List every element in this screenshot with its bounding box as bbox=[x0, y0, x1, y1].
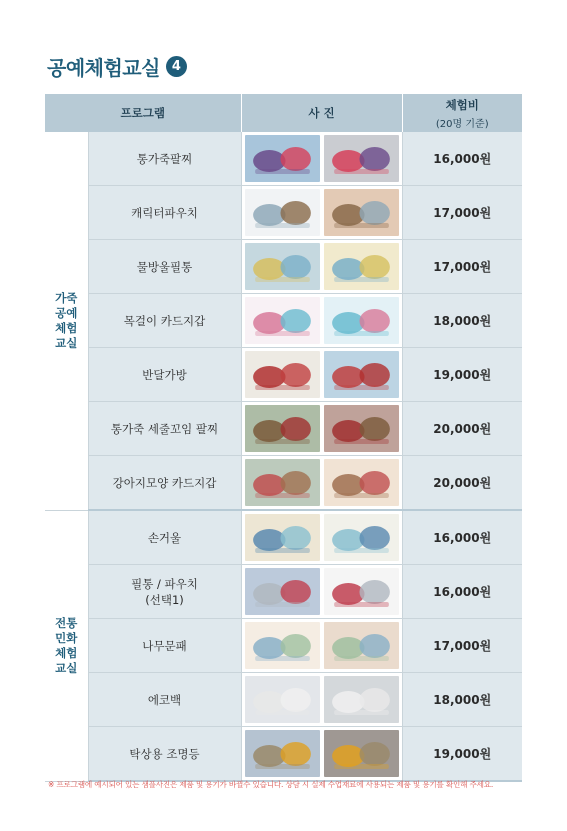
header-fee-sub: (20명 기준) bbox=[435, 118, 489, 130]
program-name: 캐릭터파우치 bbox=[88, 186, 241, 240]
program-price: 16,000원 bbox=[402, 132, 522, 186]
group-label-line: 교실 bbox=[55, 660, 78, 675]
group-label-line: 체험 bbox=[55, 645, 78, 660]
program-name: 반달가방 bbox=[88, 348, 241, 402]
program-table bbox=[45, 94, 522, 782]
program-price: 17,000원 bbox=[402, 186, 522, 240]
sample-photo bbox=[324, 676, 399, 723]
program-name bbox=[88, 565, 241, 619]
group-label-line: 교실 bbox=[55, 335, 78, 350]
program-name: 나무문패 bbox=[88, 619, 241, 673]
dog-card-wallet-photo bbox=[241, 456, 402, 511]
sample-photo bbox=[324, 730, 399, 777]
character-pouch-photo bbox=[241, 186, 402, 240]
sample-photo bbox=[324, 297, 399, 344]
minhwa-pencil-case-photo bbox=[241, 565, 402, 619]
sample-photo bbox=[324, 243, 399, 290]
sample-photo bbox=[245, 676, 320, 723]
hand-mirror-photo bbox=[241, 510, 402, 565]
group-label-line: 가죽 bbox=[55, 290, 78, 305]
program-name: 강아지모양 카드지갑 bbox=[88, 456, 241, 511]
group-label-line: 체험 bbox=[55, 320, 78, 335]
program-name: 통가죽팔찌 bbox=[88, 132, 241, 186]
braided-bracelet-photo bbox=[241, 402, 402, 456]
program-name: 물방울필통 bbox=[88, 240, 241, 294]
bracelet-photo bbox=[241, 132, 402, 186]
card-wallet-photo bbox=[241, 294, 402, 348]
sample-photo bbox=[245, 351, 320, 398]
program-price: 17,000원 bbox=[402, 619, 522, 673]
table-row bbox=[45, 510, 522, 565]
sample-photo bbox=[324, 135, 399, 182]
sample-photo bbox=[324, 351, 399, 398]
program-price: 20,000원 bbox=[402, 456, 522, 511]
footnote: ※ 프로그램에 예시되어 있는 샘플사진은 제품 및 용기가 바뀔수 있습니다. 상담 시 실제 수업재료에 사용되는 제품 및 용기를 확인해 주세요. bbox=[48, 780, 494, 789]
program-name-line: 필통 / 파우치 bbox=[131, 576, 198, 591]
header-fee bbox=[402, 94, 522, 132]
sample-photo bbox=[324, 189, 399, 236]
table-row bbox=[45, 619, 522, 673]
header-fee-label: 체험비 bbox=[445, 97, 479, 112]
sample-photo bbox=[245, 135, 320, 182]
wood-nameplate-photo bbox=[241, 619, 402, 673]
group-label-line: 민화 bbox=[55, 630, 78, 645]
header-photo: 사 진 bbox=[241, 94, 402, 132]
sample-photo bbox=[324, 459, 399, 506]
program-price: 20,000원 bbox=[402, 402, 522, 456]
sample-photo bbox=[324, 622, 399, 669]
table-row bbox=[45, 132, 522, 186]
header-program: 프로그램 bbox=[45, 94, 241, 132]
desk-lamp-photo bbox=[241, 727, 402, 782]
sample-photo bbox=[324, 568, 399, 615]
page-title: 공예체험교실 bbox=[47, 56, 160, 80]
sample-photo bbox=[245, 730, 320, 777]
group-label-line: 공예 bbox=[55, 305, 78, 320]
program-name: 탁상용 조명등 bbox=[88, 727, 241, 782]
pencil-case-photo bbox=[241, 240, 402, 294]
table-row bbox=[45, 727, 522, 782]
page-header bbox=[47, 52, 187, 81]
sample-photo bbox=[245, 622, 320, 669]
program-price: 18,000원 bbox=[402, 673, 522, 727]
program-price: 18,000원 bbox=[402, 294, 522, 348]
sample-photo bbox=[245, 405, 320, 452]
sample-photo bbox=[245, 568, 320, 615]
program-price: 17,000원 bbox=[402, 240, 522, 294]
program-name: 손거울 bbox=[88, 510, 241, 565]
program-name: 목걸이 카드지갑 bbox=[88, 294, 241, 348]
table-row bbox=[45, 294, 522, 348]
table-row bbox=[45, 348, 522, 402]
table-row bbox=[45, 240, 522, 294]
eco-bag-photo bbox=[241, 673, 402, 727]
table-row bbox=[45, 456, 522, 511]
table-row bbox=[45, 565, 522, 619]
table-header-row bbox=[45, 94, 522, 132]
group-label-line: 전통 bbox=[55, 615, 78, 630]
program-price: 16,000원 bbox=[402, 510, 522, 565]
sample-photo bbox=[245, 243, 320, 290]
program-price: 19,000원 bbox=[402, 348, 522, 402]
program-price: 16,000원 bbox=[402, 565, 522, 619]
program-name: 통가죽 세줄꼬임 팔찌 bbox=[88, 402, 241, 456]
table-row bbox=[45, 402, 522, 456]
sample-photo bbox=[245, 514, 320, 561]
program-price: 19,000원 bbox=[402, 727, 522, 782]
sample-photo bbox=[245, 459, 320, 506]
sample-photo bbox=[245, 297, 320, 344]
group-label bbox=[45, 510, 88, 781]
table-row bbox=[45, 186, 522, 240]
sample-photo bbox=[324, 514, 399, 561]
table-row bbox=[45, 673, 522, 727]
sample-photo bbox=[245, 189, 320, 236]
program-name-line: (선택1) bbox=[145, 592, 184, 607]
program-name: 에코백 bbox=[88, 673, 241, 727]
sample-photo bbox=[324, 405, 399, 452]
title-number-badge: 4 bbox=[166, 56, 187, 77]
halfmoon-bag-photo bbox=[241, 348, 402, 402]
group-label bbox=[45, 132, 88, 510]
